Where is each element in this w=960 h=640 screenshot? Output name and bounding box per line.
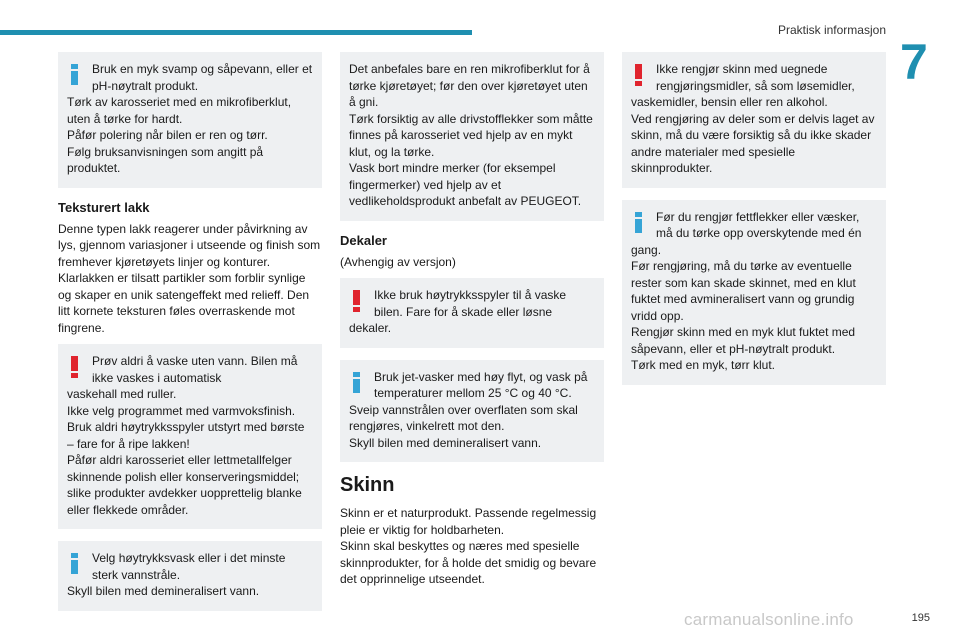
box-line: Ved rengjøring av deler som er delvis laget av skinn, må du være forsiktig så du ikke skader andre materialer med spesielle skinnprodukter. <box>631 111 875 175</box>
watermark: carmanualsonline.info <box>684 610 854 629</box>
page-number: 195 <box>911 612 930 624</box>
warning-icon <box>353 290 360 310</box>
box-line: dekaler. <box>349 321 392 335</box>
warning-icon <box>635 64 642 84</box>
paragraph-line: Skinn skal beskyttes og næres med spesielle skinnprodukter, for å holde det smidig og bevare det opprinnelige utseendet. <box>340 539 597 586</box>
column-1 <box>58 52 322 623</box>
box-line: Vask bort mindre merker (for eksempel fingermerker) ved hjelp av et vedlikeholdsprodukt anbefalt av PEUGEOT. <box>349 161 582 208</box>
info-box <box>58 52 322 188</box>
box-line: Det anbefales bare en ren mikrofiberklut for å tørke kjøretøyet; før den over kjøretøyet uten å gni. <box>349 62 590 109</box>
box-highlight: Bruk en myk svamp og såpevann, eller et pH-nøytralt produkt. <box>92 62 313 93</box>
info-box <box>58 541 322 611</box>
chapter-number: 7 <box>900 34 928 90</box>
box-line: gang. <box>631 242 662 257</box>
box-line: Bruk aldri høytrykksspyler utstyrt med børste – fare for å ripe lakken! <box>67 420 305 451</box>
section-heading: Dekaler <box>340 232 387 248</box>
box-line: Tørk forsiktig av alle drivstofflekker som måtte finnes på karosseriet ved hjelp av en mykt klut, og la tørke. <box>349 111 593 159</box>
column-2 <box>340 52 604 596</box>
box-line: Tørk med en myk, tørr klut. <box>631 358 776 372</box>
box-line: Ikke velg programmet med varmvoksfinish. <box>67 403 296 418</box>
box-line: vaskehall med ruller. <box>67 387 177 401</box>
box-line: Påfør polering når bilen er ren og tørr. <box>67 128 268 142</box>
info-icon <box>71 553 78 573</box>
subtext: (Avhengig av versjon) <box>340 254 456 269</box>
box-highlight: Ikke rengjør skinn med uegnede rengjøringsmidler, så som løsemidler, <box>656 62 855 93</box>
warning-box <box>340 278 604 348</box>
box-line: Sveip vannstrålen over overflaten som skal rengjøres, vinkelrett mot den. <box>349 402 578 433</box>
note-box <box>340 52 604 221</box>
section-heading-large: Skinn <box>340 474 395 496</box>
box-line: Før rengjøring, må du tørke av eventuelle rester som kan skade skinnet, med en klut fuktet med avmineralisert vann og grundig vridd opp. <box>631 259 856 323</box>
info-icon <box>635 212 642 232</box>
paragraph-line: Skinn er et naturprodukt. Passende regelmessig pleie er viktig for holdbarheten. <box>340 506 597 537</box>
column-3 <box>622 52 886 397</box>
box-line: Skyll bilen med demineralisert vann. <box>67 584 260 598</box>
section-heading: Teksturert lakk <box>58 199 150 215</box>
box-line: Påfør aldri karosseriet eller lettmetallfelger skinnende polish eller konserveringsmiddel; slike produkter avdekker uopprettelig blanke eller flekkede områder. <box>67 453 302 517</box>
section-title: Praktisk informasjon <box>777 23 886 37</box>
box-line: Følg bruksanvisningen som angitt på produktet. <box>67 144 264 175</box>
info-box <box>622 200 886 385</box>
box-line: vaskemidler, bensin eller ren alkohol. <box>631 95 828 109</box>
box-highlight: Velg høytrykksvask eller i det minste sterk vannstråle. <box>92 551 286 582</box>
info-box <box>340 360 604 463</box>
box-line: Rengjør skinn med en myk klut fuktet med såpevann, eller et pH-nøytralt produkt. <box>631 325 856 356</box>
header-accent-bar <box>0 30 472 35</box>
box-highlight: Før du rengjør fettflekker eller væsker, må du tørke opp overskytende med én <box>656 209 862 240</box>
box-highlight: Ikke bruk høytrykksspyler til å vaske bilen. Fare for å skade eller løsne <box>374 288 567 319</box>
box-highlight: Bruk jet-vasker med høy flyt, og vask på temperaturer mellom 25 °C og 40 °C. <box>374 369 588 400</box>
info-icon <box>353 372 360 392</box>
box-highlight: Prøv aldri å vaske uten vann. Bilen må ikke vaskes i automatisk <box>92 354 298 385</box>
warning-box <box>622 52 886 188</box>
info-icon <box>71 64 78 84</box>
box-line: Tørk av karosseriet med en mikrofiberklut, uten å tørke for hardt. <box>67 95 292 126</box>
warning-box <box>58 344 322 529</box>
paragraph: Denne typen lakk reagerer under påvirkning av lys, gjennom variasjoner i utseende og finish som fremhever kjøretøyets linjer og konturer. Klarlakken er tilsatt partikler som forblir synlige og skaper en unik satengeffekt med relieff. Den litt kornete teksturen føles overraskende mot fingrene. <box>58 221 321 335</box>
box-line: Skyll bilen med demineralisert vann. <box>349 435 542 450</box>
warning-icon <box>71 356 78 376</box>
